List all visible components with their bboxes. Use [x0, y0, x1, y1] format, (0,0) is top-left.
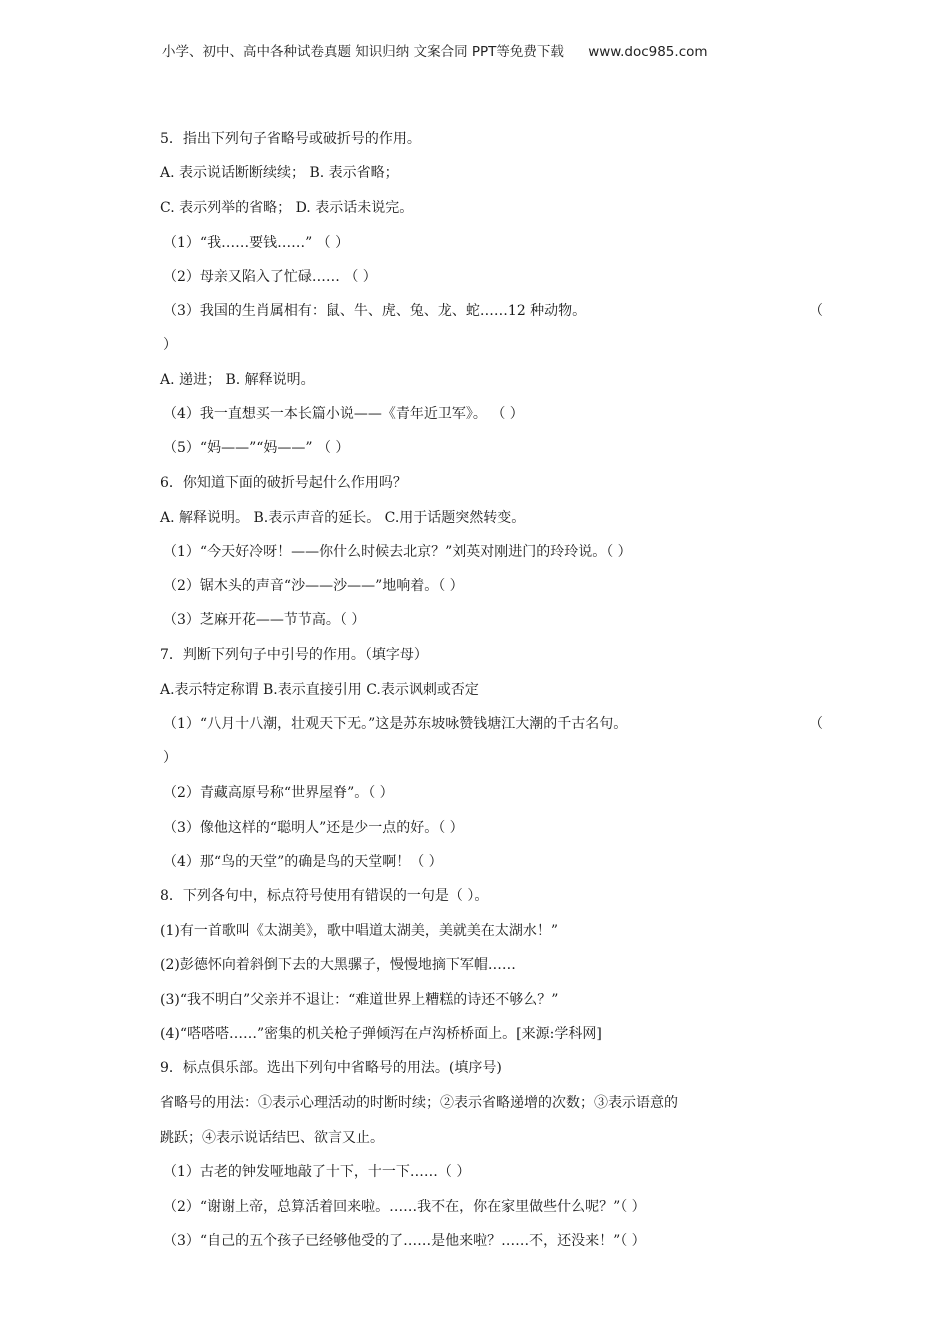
q8-item-4: (4)“嗒嗒嗒……”密集的机关枪子弹倾泻在卢沟桥桥面上。[来源:学科网] — [160, 1026, 602, 1042]
q7-item-1 — [163, 707, 823, 741]
q8-item-2: (2)彭德怀向着斜倒下去的大黑骡子，慢慢地摘下军帽…… — [160, 957, 516, 973]
q7-item-4: （4）那“鸟的天堂”的确是鸟的天堂啊！（ ） — [163, 854, 443, 870]
question-5-title: 5．指出下列句子省略号或破折号的作用。 — [160, 131, 421, 147]
q9-usage-2: 跳跃；④表示说话结巴、欲言又止。 — [160, 1130, 384, 1146]
q5-item-4: （4）我一直想买一本长篇小说——《青年近卫军》。 （ ） — [163, 406, 524, 422]
page-header — [162, 40, 802, 60]
q6-item-3: （3）芝麻开花——节节高。（ ） — [163, 612, 366, 628]
q7-item-3: （3）像他这样的“聪明人”还是少一点的好。（ ） — [163, 820, 464, 836]
q6-item-1: （1）“今天好冷呀！——你什么时候去北京？”刘英对刚进门的玲玲说。（ ） — [163, 544, 632, 560]
q6-options: A. 解释说明。 B.表示声音的延长。 C.用于话题突然转变。 — [160, 510, 526, 526]
q5-item-2: （2）母亲又陷入了忙碌…… （ ） — [163, 269, 377, 285]
question-8-title: 8．下列各句中，标点符号使用有错误的一句是（ ）。 — [160, 888, 489, 904]
header-site: www.doc985.com — [588, 44, 708, 60]
q5-item-3-paren: （ — [809, 303, 823, 319]
question-7-title: 7．判断下列句子中引号的作用。（填字母） — [160, 647, 428, 663]
question-9-title: 9．标点俱乐部。选出下列句中省略号的用法。(填序号) — [160, 1060, 502, 1076]
q9-item-2: （2）“谢谢上帝，总算活着回来啦。……我不在，你在家里做些什么呢？”（ ） — [163, 1199, 646, 1215]
q9-usage-1: 省略号的用法：①表示心理活动的时断时续；②表示省略递增的次数；③表示语意的 — [160, 1095, 678, 1111]
q7-item-1-text: （1）“八月十八潮，壮观天下无。”这是苏东坡咏赞钱塘江大潮的千古名句。 — [163, 716, 628, 732]
q5-item-5: （5）“妈——”“妈——” （ ） — [163, 440, 350, 456]
q8-item-3: (3)“我不明白”父亲并不退让：“难道世界上糟糕的诗还不够么？” — [160, 992, 559, 1008]
q9-item-3: （3）“自己的五个孩子已经够他受的了……是他来啦？……不，还没来！”（ ） — [163, 1233, 646, 1249]
q5-item-1: （1）“我……要钱……” （ ） — [163, 235, 350, 251]
q5-option-ab2: A. 递进； B. 解释说明。 — [160, 372, 315, 388]
q8-item-1: (1)有一首歌叫《太湖美》，歌中唱道太湖美，美就美在太湖水！” — [160, 923, 558, 939]
q5-item-3-close: ） — [163, 337, 177, 353]
q9-item-1: （1）古老的钟发哑地敲了十下，十一下……（ ） — [163, 1164, 471, 1180]
q5-option-ab: A. 表示说话断断续续； B. 表示省略； — [160, 165, 399, 181]
q5-item-3 — [163, 294, 823, 328]
q7-item-1-close: ） — [163, 750, 177, 766]
q6-item-2: （2）锯木头的声音“沙——沙——”地响着。（ ） — [163, 578, 464, 594]
header-text: 小学、初中、高中各种试卷真题 知识归纳 文案合同 PPT等免费下载 — [162, 44, 564, 60]
q7-item-2: （2）青藏高原号称“世界屋脊”。（ ） — [163, 785, 394, 801]
question-6-title: 6．你知道下面的破折号起什么作用吗？ — [160, 475, 407, 491]
q5-item-3-text: （3）我国的生肖属相有：鼠、牛、虎、兔、龙、蛇……12 种动物。 — [163, 303, 587, 319]
q5-option-cd: C. 表示列举的省略； D. 表示话未说完。 — [160, 200, 414, 216]
q7-options: A.表示特定称谓 B.表示直接引用 C.表示讽刺或否定 — [160, 682, 479, 698]
q7-item-1-paren: （ — [809, 716, 823, 732]
